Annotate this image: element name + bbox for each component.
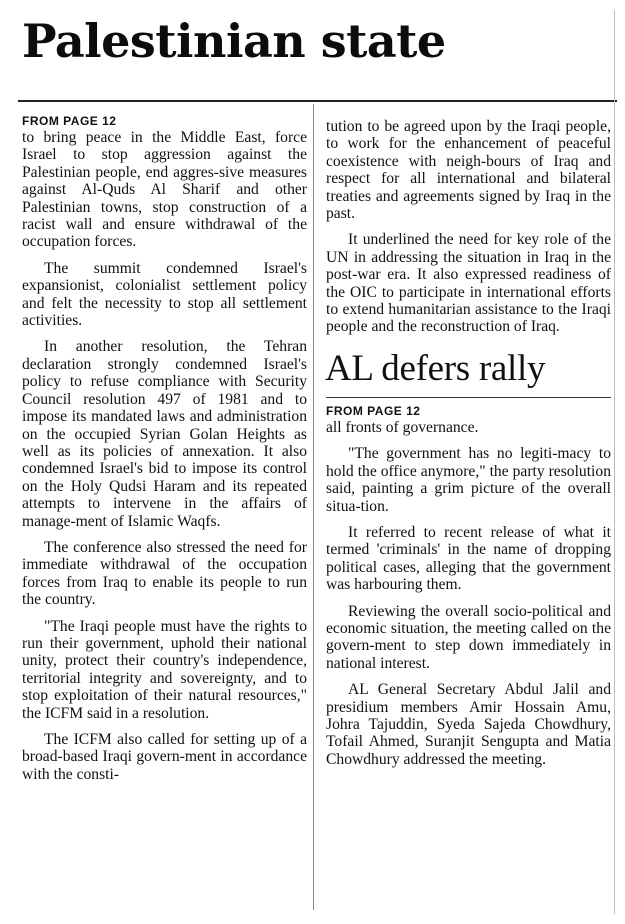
paragraph: Reviewing the overall socio-political and economic situation, the meeting called on the govern-ment to step down immediately in national interest.	[326, 602, 611, 672]
article-column-right	[326, 118, 611, 777]
from-page-kicker: FROM PAGE 12	[22, 114, 117, 128]
from-page-kicker-2: FROM PAGE 12	[326, 403, 421, 418]
paragraph: It referred to recent release of what it termed 'criminals' in the name of dropping political cases, alleging that the government was harbouring them.	[326, 523, 611, 594]
paragraph: "The government has no legiti-macy to hold the office anymore," the party resolution said, painting a grim picture of the overall situa-tion.	[326, 445, 611, 515]
paragraph: It underlined the need for key role of the UN in addressing the situation in Iraq in the post-war era. It also expressed readiness of the OIC to participate in international efforts to extend humanitarian assistance to the Iraqi people and the reconstruction of Iraq.	[326, 231, 611, 336]
paragraph: AL General Secretary Abdul Jalil and presidium members Amir Hossain Amu, Johra Tajuddin, Syeda Sajeda Chowdhury, Tofail Ahmed, Suranjit Sengupta and Matia Chowdhury addressed the meeting.	[326, 681, 611, 768]
page-edge-line	[614, 10, 615, 914]
article-column-left	[22, 114, 307, 792]
headline-rule	[18, 100, 617, 102]
paragraph: The summit condemned Israel's expansionist, colonialist settlement policy and felt the necessity to stop all settlement activities.	[22, 259, 307, 330]
paragraph: The conference also stressed the need for immediate withdrawal of the occupation forces from Iraq to enable its people to run the country.	[22, 538, 307, 609]
column-divider	[313, 104, 314, 910]
paragraph: The ICFM also called for setting up of a broad-based Iraqi govern-ment in accordance with the consti-	[22, 731, 307, 783]
paragraph: In another resolution, the Tehran declaration strongly condemned Israel's policy to refuse compliance with Security Council resolution 497 of 1981 and to impose its mandated laws and administration on the occupied Syrian Golan Heights as well as its policies of annexation. It also condemned Israel's bid to impose its control on the Holy Qudsi Haram and its repeated attempts to intervene in the affairs of manage-ment of Islamic Waqfs.	[22, 338, 307, 530]
paragraph: "The Iraqi people must have the rights to run their government, uphold their national unity, protect their country's independence, territorial integrity and sovereignty, and to stop exploitation of their natural resources," the ICFM said in a resolution.	[22, 617, 307, 722]
subheadline-rule	[326, 397, 611, 398]
headline-palestinian-state: Palestinian state	[22, 14, 446, 68]
paragraph: to bring peace in the Middle East, force Israel to stop aggression against the Palestinian people, end aggres-sive measures against Al-Quds Al Sharif and other Palestinian towns, stop construction of a racist wall and ensure withdrawal of the occupation forces.	[22, 129, 307, 251]
paragraph: all fronts of governance.	[326, 418, 479, 436]
paragraph: tution to be agreed upon by the Iraqi people, to work for the enhancement of peaceful coexistence with neigh-bours of Iraq and respect for all international and bilateral treaties and agreements signed by Iraq in the past.	[326, 118, 611, 223]
headline-al-defers-rally: AL defers rally	[325, 347, 546, 389]
